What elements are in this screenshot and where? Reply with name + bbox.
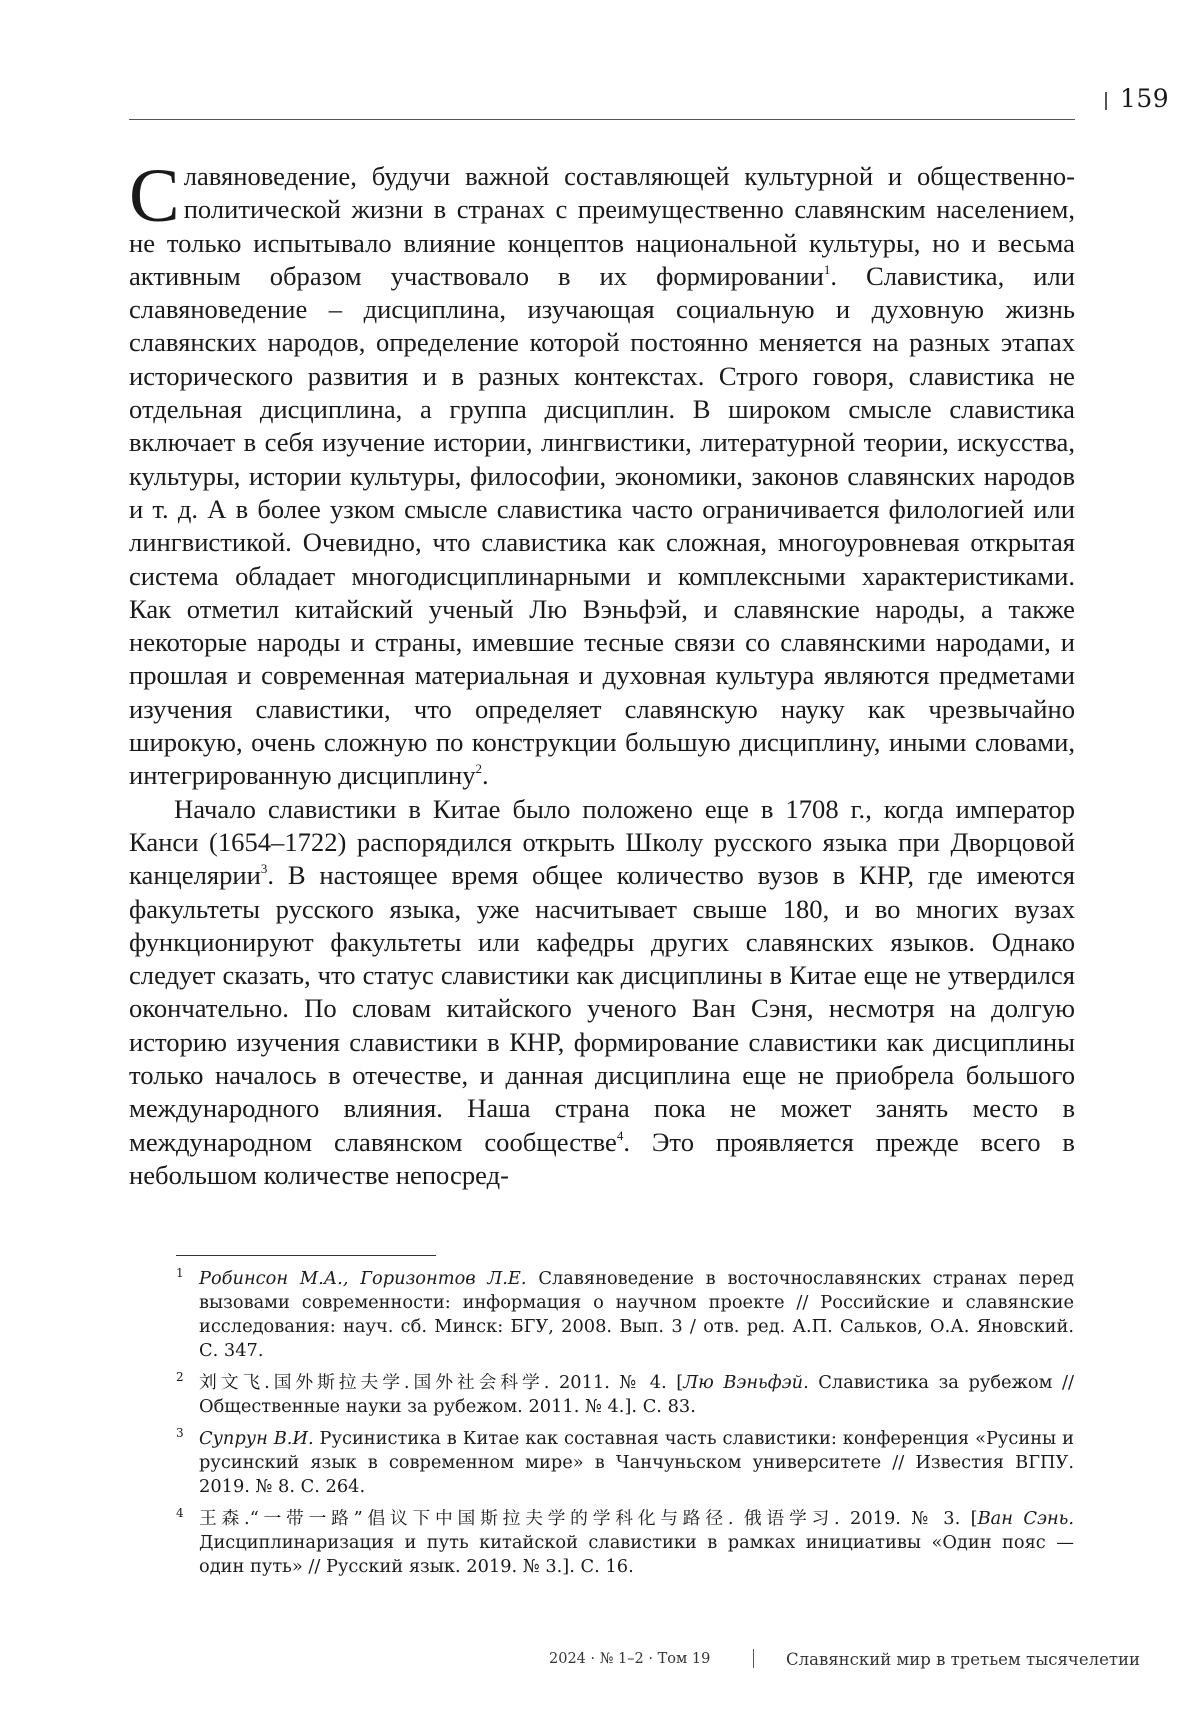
footnote-author: Лю Вэньфэй. <box>683 1372 809 1393</box>
paragraph-1 <box>129 154 1075 793</box>
paragraph-2 <box>129 793 1075 1193</box>
footnote-citation: Славяноведение в восточнославянских странах перед вызовами современности: информация о научном проекте // Российские и славянские исследования: науч. сб. Минск: БГУ, 2008. Вып. 3 / отв. ред. А.П. Сальков, О.А. Яновский. С. 347. <box>199 1268 1074 1361</box>
paragraph-2-text-b: . В настоящее время общее количество вузов в КНР, где имеются факультеты русского языка, уже насчитывает свыше 180, и во многих вузах функционируют факультеты или кафедры других славянских языков. Однако следует сказать, что статус славистики как дисциплины в Китае еще не утвердился окончательно. По словам китайского ученого Ван Сэня, несмотря на долгую историю изучения славистики в КНР, формирование славистики как дисциплины только началось в отечестве, и данная дисциплина еще не приобрела большого международного влияния. Наша страна пока не может занять место в международном славянском сообществе <box>129 860 1075 1157</box>
footnote-1 <box>176 1267 1074 1363</box>
footer-journal-title: Славянский мир в третьем тысячелетии <box>786 1650 1140 1669</box>
paragraph-2-text-c: . Это проявляется прежде всего в небольшом количестве непосред- <box>129 1126 1075 1190</box>
paragraph-1-text-c: . <box>482 760 489 791</box>
footnote-text <box>199 1267 1074 1363</box>
footnote-ref-3[interactable]: 3 <box>260 861 268 877</box>
footnote-text <box>199 1427 1074 1499</box>
footnote-author: Супрун В.И. <box>199 1428 314 1449</box>
footnote-2 <box>176 1371 1074 1419</box>
paragraph-1-text-a: лавяноведение, будучи важной составляющей культурной и общественно-политической жизни в странах с преимущественно славянским населением, не только испытывало влияние концептов национальной культуры, но и весьма активным образом участвовало в их формировании <box>129 161 1075 291</box>
dropcap-letter: С <box>129 154 180 238</box>
footnote-text <box>199 1507 1074 1579</box>
footer-issue: 2024 · № 1–2 · Том 19 <box>549 1651 711 1667</box>
footnote-number: 3 <box>176 1426 184 1440</box>
page-number: 159 <box>1120 84 1170 113</box>
footnote-author: Робинсон М.А., Горизонтов Л.Е. <box>199 1268 527 1289</box>
footnote-original-citation: 王森.“一带一路”倡议下中国斯拉夫学的学科化与路径. 俄语学习. 2019. № 3. [ <box>199 1508 978 1529</box>
footnote-citation: Славистика за рубежом // Общественные науки за рубежом. 2011. № 4.]. С. 83. <box>199 1372 1074 1417</box>
footnote-4 <box>176 1507 1074 1579</box>
footnote-ref-1[interactable]: 1 <box>823 261 831 277</box>
footnote-author: Ван Сэнь. <box>977 1508 1074 1529</box>
main-text <box>129 154 1075 1192</box>
footnote-ref-4[interactable]: 4 <box>616 1127 624 1143</box>
footnote-citation: Дисциплинаризация и путь китайской славистики в рамках инициативы «Один пояс — один путь» // Русский язык. 2019. № 3.]. С. 16. <box>199 1532 1074 1577</box>
footnotes <box>176 1267 1074 1587</box>
footnote-text <box>199 1371 1074 1419</box>
footnote-number: 4 <box>176 1506 184 1520</box>
footnote-ref-2[interactable]: 2 <box>475 761 482 777</box>
footnote-original-citation: 刘文飞.国外斯拉夫学.国外社会科学. 2011. № 4. [ <box>199 1372 684 1393</box>
footer-divider <box>753 1649 754 1668</box>
header-rule <box>129 119 1075 120</box>
header-divider <box>1105 92 1107 110</box>
footnote-number: 1 <box>176 1266 184 1280</box>
footnote-3 <box>176 1427 1074 1499</box>
paragraph-2-text-a: Начало славистики в Китае было положено еще в 1708 г., когда император Канси (1654–1722) распорядился открыть Школу русского языка при Дворцовой канцелярии <box>129 793 1075 891</box>
footnote-citation: Русинистика в Китае как составная часть славистики: конференция «Русины и русинский язык в современном мире» в Чанчуньском университете // Известия ВГПУ. 2019. № 8. С. 264. <box>199 1428 1075 1497</box>
footnote-number: 2 <box>176 1370 184 1384</box>
paragraph-1-text-b: . Славистика, или славяноведение – дисциплина, изучающая социальную и духовную жизнь славянских народов, определение которой постоянно меняется на разных этапах исторического развития и в разных контекстах. Строго говоря, славистика не отдельная дисциплина, а группа дисциплин. В широком смысле славистика включает в себя изучение истории, лингвистики, литературной теории, искусства, культуры, истории культуры, философии, экономики, законов славянских народов и т. д. А в более узком смысле славистика часто ограничивается филологией или лингвистикой. Очевидно, что славистика как сложная, многоуровневая открытая система обладает многодисциплинарными и комплексными характеристиками. Как отметил китайский ученый Лю Вэньфэй, и славянские народы, а также некоторые народы и страны, имевшие тесные связи со славянскими народами, и прошлая и современная материальная и духовная культура являются предметами изучения славистики, что определяет славянскую науку как чрезвычайно широкую, очень сложную по конструкции большую дисциплину, иными словами, интегрированную дисциплину <box>129 260 1075 791</box>
footnote-separator <box>176 1255 436 1256</box>
